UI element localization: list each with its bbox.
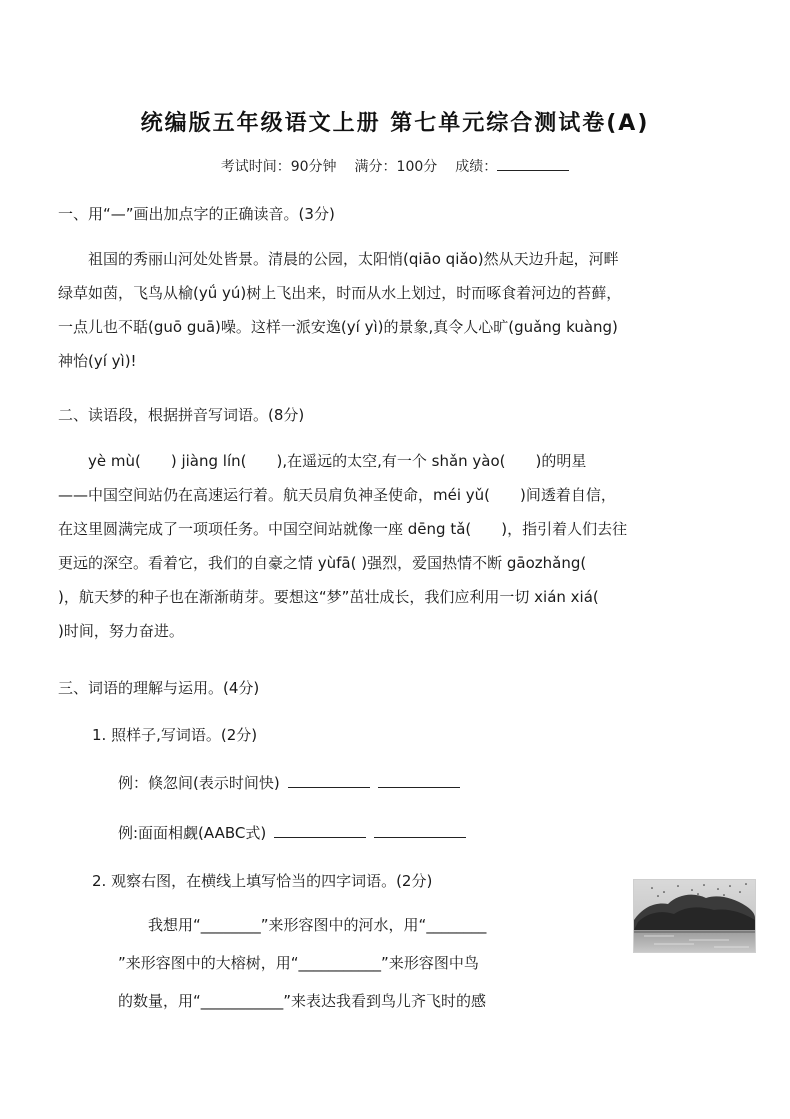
example-text: 例:面面相觑(AABC式) [118,824,267,842]
question2-passage [118,906,588,1020]
exam-time: 考试时间：90分钟 [220,159,337,175]
section1-passage [58,242,734,378]
passage-line: 在这里圆满完成了一项项任务。中国空间站就像一座 dēng tǎ( )，指引着人们去往 [58,520,628,538]
passage-line: 更远的深空。看着它，我们的自豪之情 yùfā( )强烈，爱国热情不断 gāozhǎng( [58,554,587,572]
answer-blank[interactable] [378,771,460,788]
question2-heading: 2. 观察右图，在横线上填写恰当的四字词语。(2分) [92,872,433,890]
passage-line: 我想用“________”来形容图中的河水，用“________ [148,916,487,934]
passage-line: 的数量，用“___________”来表达我看到鸟儿齐飞时的感 [118,992,487,1010]
answer-blank[interactable] [288,771,370,788]
passage-line: ——中国空间站仍在高速运行着。航天员肩负神圣使命，méi yǔ( )间透着自信， [58,486,616,504]
page-title: 统编版五年级语文上册 第七单元综合测试卷(A) [140,111,650,136]
section2-heading: 二、读语段，根据拼音写词语。(8分) [58,406,305,424]
example-row-2 [118,821,466,843]
answer-blank[interactable] [274,821,366,838]
full-score: 满分：100分 [354,159,438,175]
river-photo [633,879,756,953]
passage-line: 祖国的秀丽山河处处皆景。清晨的公园，太阳悄(qiāo qiǎo)然从天边升起，河畔 [88,250,619,268]
section3-heading: 三、词语的理解与运用。(4分) [58,679,260,697]
passage-line: yè mù( ) jiàng lín( ),在遥远的太空,有一个 shǎn yào( )的明星 [88,452,587,470]
river-photo-image [634,880,755,952]
score-label: 成绩： [455,159,498,175]
section1-heading: 一、用“—”画出加点字的正确读音。(3分) [58,205,335,223]
passage-line: )，航天梦的种子也在渐渐萌芽。要想这“梦”茁壮成长，我们应利用一切 xián xiá( [58,588,599,606]
example-row-1 [118,771,460,793]
passage-line: 神怡(yí yì)! [58,352,137,370]
passage-line: ”来形容图中的大榕树，用“___________”来形容图中鸟 [118,954,479,972]
passage-line: 绿草如茵，飞鸟从榆(yǘ yú)树上飞出来，时而从水上划过，时而啄食着河边的苔藓， [58,284,622,302]
question1-heading: 1. 照样子,写词语。(2分) [92,726,258,744]
example-text: 例：倏忽间(表示时间快) [118,774,280,792]
section2-passage [58,444,734,648]
passage-line: 一点儿也不聒(guō guā)噪。这样一派安逸(yí yì)的景象,真令人心旷(guǎng kuàng) [58,318,618,336]
exam-info [0,156,790,176]
answer-blank[interactable] [374,821,466,838]
score-blank[interactable] [497,156,569,171]
passage-line: )时间，努力奋进。 [58,622,184,640]
